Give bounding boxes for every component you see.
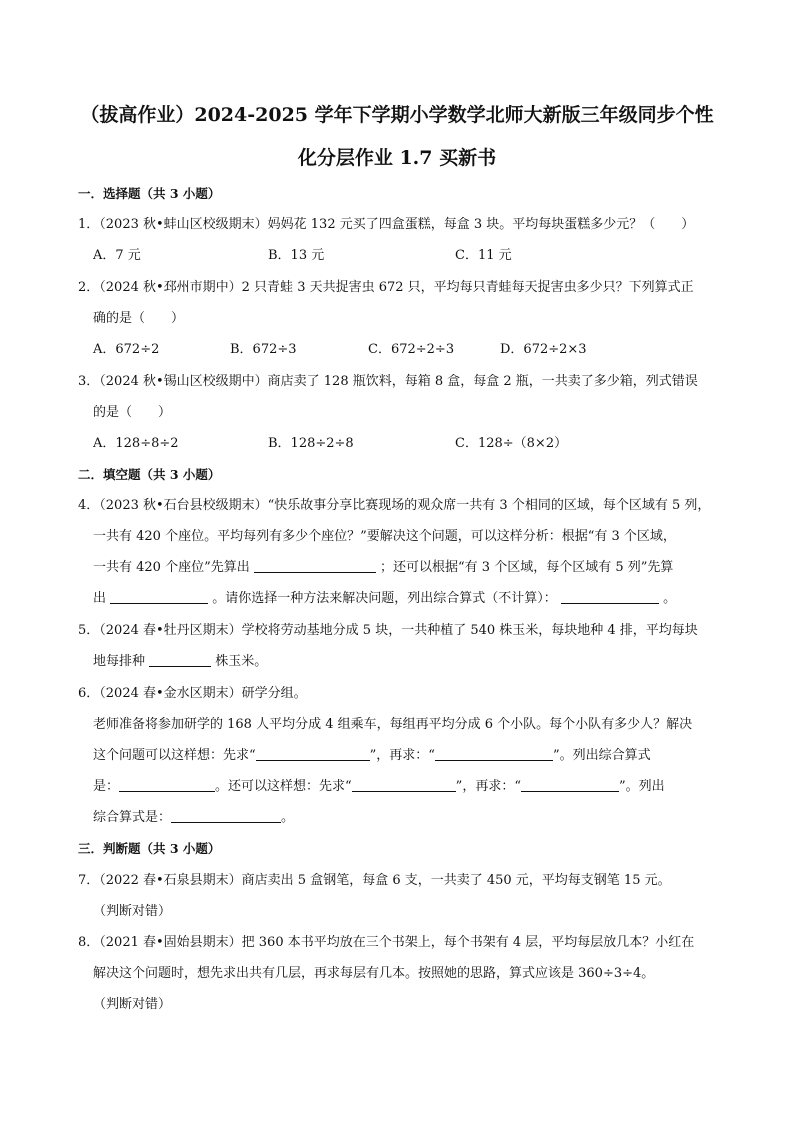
question-1-option-c: C．11 元: [455, 248, 512, 263]
question-6-text: 6．（2024 春•金水区期末）研学分组。: [78, 686, 307, 701]
question-2-option-b: B．672÷3: [230, 342, 297, 357]
question-6-segment: ”。列出: [618, 779, 665, 794]
answer-blank[interactable]: [254, 559, 376, 573]
question-2-text: 2．（2024 秋•邳州市期中）2 只青蛙 3 天共捉害虫 672 只，平均每只青蛙每天捉害虫多少只？下列算式正: [78, 280, 694, 295]
answer-blank[interactable]: [110, 590, 208, 604]
question-6-text-cont-4: [93, 809, 294, 827]
answer-blank[interactable]: [256, 747, 370, 761]
question-4-segment: ；还可以根据“有 3 个区域，每个区域有 5 列”先算: [380, 560, 674, 575]
section-heading-fill: 二．填空题（共 3 小题）: [78, 467, 221, 482]
question-6-segment: 这个问题可以这样想：先求“: [93, 748, 256, 763]
question-3-text: 3．（2024 秋•锡山区校级期中）商店卖了 128 瓶饮料，每箱 8 盒，每盒 2 瓶，一共卖了多少箱，列式错误: [78, 374, 698, 389]
question-8-judge-note: （判断对错）: [93, 997, 172, 1012]
document-title-line-1: （拔高作业）2024-2025 学年下学期小学数学北师大新版三年级同步个性: [80, 104, 714, 126]
question-4-text-cont-3: [93, 590, 676, 608]
question-5-segment: 株玉米。: [215, 654, 268, 669]
question-4-segment: 。: [663, 591, 677, 606]
question-6-segment: 综合算式是：: [93, 810, 172, 825]
question-1-text: 1．（2023 秋•蚌山区校级期末）妈妈花 132 元买了四盒蛋糕，每盒 3 块。平均每块蛋糕多少元？（ ）: [78, 217, 695, 232]
answer-blank[interactable]: [435, 747, 553, 761]
question-6-text-cont-3: [93, 778, 665, 796]
question-8-text: 8．（2021 春•固始县期末）把 360 本书平均放在三个书架上，每个书架有 4 层，平均每层放几本？小红在: [78, 935, 695, 950]
answer-blank[interactable]: [521, 778, 619, 792]
question-5-segment: 地每排种: [93, 654, 146, 669]
question-6-text-cont-1: 老师准备将参加研学的 168 人平均分成 4 组乘车，每组再平均分成 6 个小队。每个小队有多少人？解决: [93, 717, 693, 732]
question-3-option-b: B．128÷2÷8: [268, 436, 354, 451]
section-heading-choice: 一．选择题（共 3 小题）: [78, 186, 221, 201]
answer-blank[interactable]: [352, 778, 456, 792]
question-2-option-d: D．672÷2×3: [500, 342, 587, 357]
question-6-segment: 是：: [93, 779, 120, 794]
question-4-segment: 。请你选择一种方法来解决问题，列出综合算式（不计算）：: [212, 591, 557, 606]
answer-blank[interactable]: [171, 809, 281, 823]
question-4-text-cont-2: [93, 559, 673, 577]
question-4-text-cont-1: 一共有 420 个座位。平均每列有多少个座位？”要解决这个问题，可以这样分析：根据“有 3 个区域，: [93, 529, 676, 544]
question-7-text: 7．（2022 春•石泉县期末）商店卖出 5 盒钢笔，每盒 6 支，一共卖了 450 元，平均每支钢笔 15 元。: [78, 873, 671, 888]
answer-blank[interactable]: [149, 653, 211, 667]
question-3-text-cont: 的是（ ）: [93, 405, 172, 420]
question-7-judge-note: （判断对错）: [93, 904, 172, 919]
question-1-option-a: A．7 元: [93, 248, 141, 263]
document-title-line-2: 化分层作业 1.7 买新书: [297, 147, 497, 169]
question-2-option-c: C．672÷2÷3: [368, 342, 455, 357]
question-4-segment: 一共有 420 个座位”先算出: [93, 560, 250, 575]
question-4-text: 4．（2023 秋•石台县校级期末）“快乐故事分享比赛现场的观众席一共有 3 个相同的区域，每个区域有 5 列，: [78, 498, 711, 513]
question-3-option-c: C．128÷（8×2）: [455, 436, 568, 451]
question-2-option-a: A．672÷2: [93, 342, 160, 357]
question-6-segment: 。还可以这样想：先求“: [215, 779, 352, 794]
question-6-segment: 。: [281, 810, 295, 825]
question-5-text-cont: [93, 653, 267, 671]
question-3-option-a: A．128÷8÷2: [93, 436, 179, 451]
question-6-segment: ”，再求：“: [369, 748, 435, 763]
answer-blank[interactable]: [119, 778, 215, 792]
question-6-segment: ”。列出综合算式: [552, 748, 651, 763]
question-1-option-b: B．13 元: [268, 248, 325, 263]
question-2-text-cont: 确的是（ ）: [93, 311, 185, 326]
question-6-segment: ”，再求：“: [455, 779, 521, 794]
section-heading-judge: 三．判断题（共 3 小题）: [78, 841, 221, 856]
answer-blank[interactable]: [561, 590, 659, 604]
question-4-segment: 出: [93, 591, 107, 606]
question-6-text-cont-2: [93, 747, 651, 765]
question-5-text: 5．（2024 春•牡丹区期末）学校将劳动基地分成 5 块，一共种植了 540 株玉米，每块地种 4 排，平均每块: [78, 623, 698, 638]
question-8-text-cont: 解决这个问题时，想先求出共有几层，再求每层有几本。按照她的思路，算式应该是 360÷3÷4。: [93, 966, 655, 981]
